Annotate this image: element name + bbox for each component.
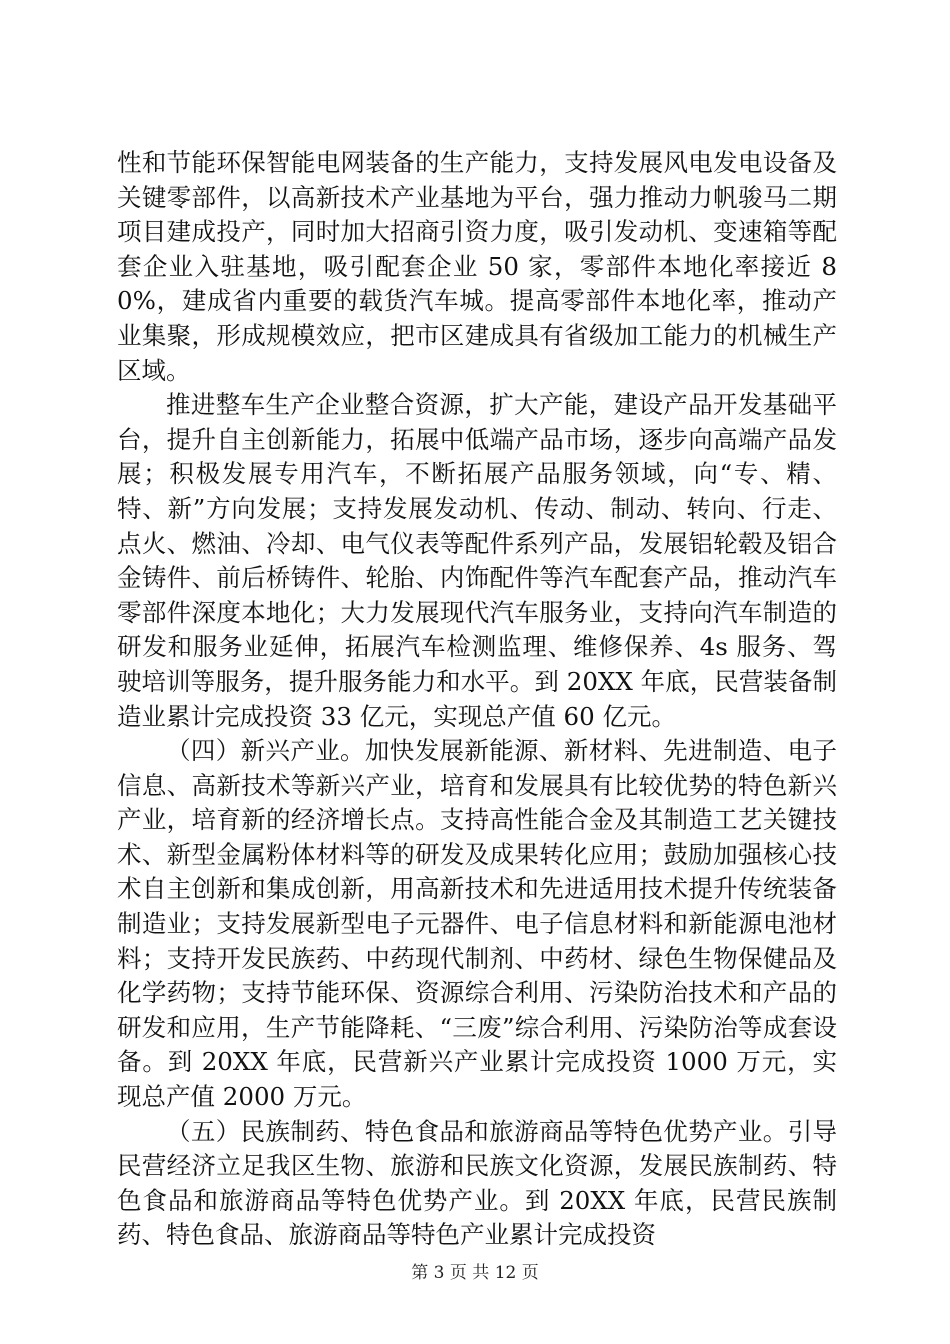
- paragraph-3: （四）新兴产业。加快发展新能源、新材料、先进制造、电子信息、高新技术等新兴产业，培育和发展具有比较优势的特色新兴产业，培育新的经济增长点。支持高性能合金及其制造工艺关键技术、新型金属粉体材料等的研发及成果转化应用；鼓励加强核心技术自主创新和集成创新，用高新技术和先进适用技术提升传统装备制造业；支持发展新型电子元器件、电子信息材料和新能源电池材料；支持开发民族药、中药现代制剂、中药材、绿色生物保健品及化学药物；支持节能环保、资源综合利用、污染防治技术和产品的研发和应用，生产节能降耗、“三废”综合利用、污染防治等成套设备。到 20XX 年底，民营新兴产业累计完成投资 1000 万元，实现总产值 2000 万元。: [117, 736, 837, 1112]
- paragraph-2: 推进整车生产企业整合资源，扩大产能，建设产品开发基础平台，提升自主创新能力，拓展中低端产品市场，逐步向高端产品发展；积极发展专用汽车，不断拓展产品服务领域，向“专、精、特、新”方向发展；支持发展发动机、传动、制动、转向、行走、点火、燃油、冷却、电气仪表等配件系列产品，发展铝轮毂及铝合金铸件、前后桥铸件、轮胎、内饰配件等汽车配套产品，推动汽车零部件深度本地化；大力发展现代汽车服务业，支持向汽车制造的研发和服务业延伸，拓展汽车检测监理、维修保养、4s 服务、驾驶培训等服务，提升服务能力和水平。到 20XX 年底，民营装备制造业累计完成投资 33 亿元，实现总产值 60 亿元。: [117, 390, 837, 731]
- paragraph-4: （五）民族制药、特色食品和旅游商品等特色优势产业。引导民营经济立足我区生物、旅游和民族文化资源，发展民族制药、特色食品和旅游商品等特色优势产业。到 20XX 年底，民营民族制药、特色食品、旅游商品等特色产业累计完成投资: [117, 1116, 837, 1250]
- document-body: [117, 146, 837, 1253]
- page-number-footer: 第 3 页 共 12 页: [411, 1263, 539, 1283]
- paragraph-1: 性和节能环保智能电网装备的生产能力，支持发展风电发电设备及关键零部件，以高新技术产业基地为平台，强力推动力帆骏马二期项目建成投产，同时加大招商引资力度，吸引发动机、变速箱等配套企业入驻基地，吸引配套企业 50 家，零部件本地化率接近 80%，建成省内重要的载货汽车城。提高零部件本地化率，推动产业集聚，形成规模效应，把市区建成具有省级加工能力的机械生产区域。: [117, 148, 837, 385]
